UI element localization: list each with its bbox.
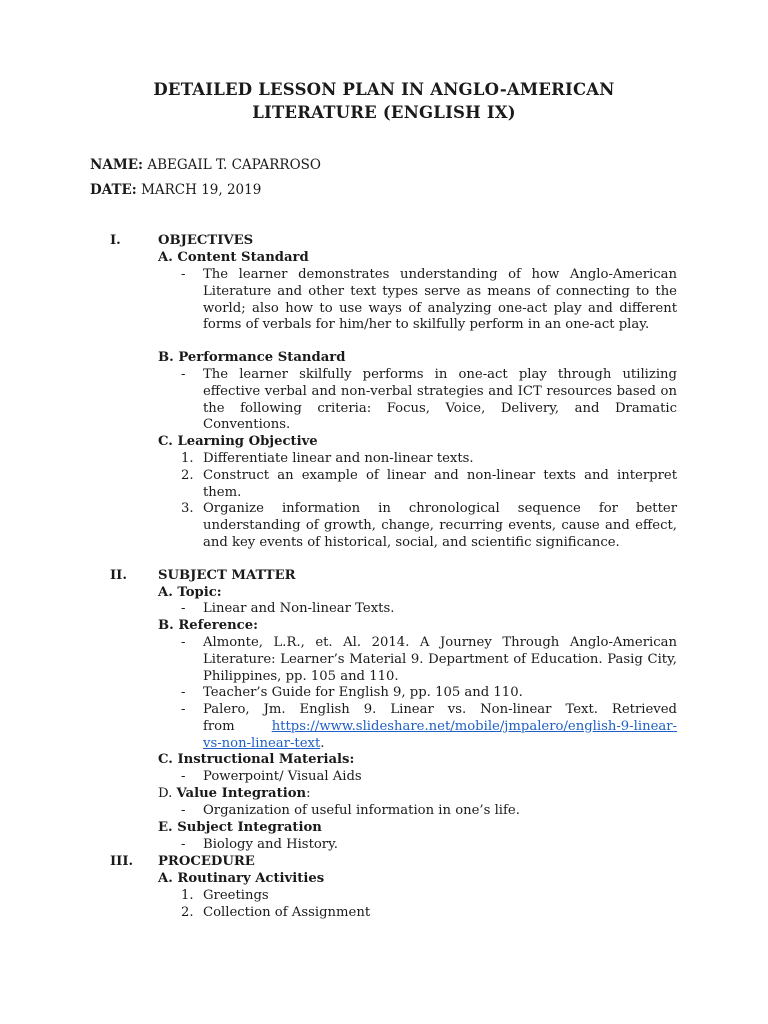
objectives-heading: OBJECTIVES: [158, 233, 254, 248]
name-row: [90, 157, 321, 173]
subject-integration-item: Biology and History.: [203, 837, 338, 852]
list-number: 1.: [181, 888, 194, 903]
name-value: ABEGAIL T. CAPARROSO: [147, 157, 321, 173]
reference-item-1: Almonte, L.R., et. Al. 2014. A Journey Through Anglo-American Literature: Learner’s Material 9. Department of Education. Pasig City, Philippines, pp. 105 and 110.: [203, 635, 677, 684]
section-numeral-ii: II.: [110, 568, 127, 583]
value-integration-label: Value Integration: [176, 786, 307, 801]
content-standard-text: The learner demonstrates understanding of how Anglo-American Literature and other text types serve as means of connecting to the world; also how to use ways of analyzing one-act play and different forms of verbals for him/her to skilfully perform in an one-act play.: [203, 267, 677, 333]
date-row: [90, 182, 261, 198]
reference-item-2: Teacher’s Guide for English 9, pp. 105 and 110.: [203, 685, 523, 700]
value-integration-letter: D.: [158, 786, 173, 801]
bullet-dash: -: [181, 601, 186, 616]
reference-item-3: [203, 702, 677, 752]
bullet-dash: -: [181, 803, 186, 818]
bullet-dash: -: [181, 837, 186, 852]
routinary-item-1: Greetings: [203, 888, 269, 903]
routinary-activities-label: A. Routinary Activities: [158, 871, 325, 886]
document-title-line-2: LITERATURE (ENGLISH IX): [252, 103, 516, 122]
procedure-heading: PROCEDURE: [158, 854, 255, 869]
topic-label: A. Topic:: [158, 585, 222, 600]
list-number: 2.: [181, 468, 194, 483]
topic-item: Linear and Non-linear Texts.: [203, 601, 395, 616]
section-numeral-iii: III.: [110, 854, 134, 869]
reference-item-3-text: Palero, Jm. English 9. Linear vs. Non-linear Text. Retrieved from: [203, 702, 677, 734]
learning-objective-label: C. Learning Objective: [158, 434, 318, 449]
performance-standard-label: B. Performance Standard: [158, 350, 346, 365]
name-label: NAME:: [90, 157, 144, 173]
learning-objective-item-3: Organize information in chronological sequence for better understanding of growth, change, recurring events, cause and effect, and key events of historical, social, and scientific significance.: [203, 501, 677, 550]
instructional-materials-label: C. Instructional Materials:: [158, 752, 355, 767]
bullet-dash: -: [181, 769, 186, 784]
value-integration-row: [158, 786, 311, 801]
bullet-dash: -: [181, 685, 186, 700]
bullet-dash: -: [181, 702, 186, 717]
reference-item-3-end: .: [320, 735, 325, 751]
date-label: DATE:: [90, 182, 137, 198]
value-integration-colon: :: [306, 786, 311, 801]
list-number: 3.: [181, 501, 194, 516]
subject-integration-label: E. Subject Integration: [158, 820, 322, 835]
list-number: 2.: [181, 905, 194, 920]
reference-label: B. Reference:: [158, 618, 258, 633]
routinary-item-2: Collection of Assignment: [203, 905, 371, 920]
learning-objective-item-2: Construct an example of linear and non-linear texts and interpret them.: [203, 468, 677, 500]
value-integration-item: Organization of useful information in one’s life.: [203, 803, 520, 818]
subject-matter-heading: SUBJECT MATTER: [158, 568, 296, 583]
bullet-dash: -: [181, 367, 186, 382]
performance-standard-text: The learner skilfully performs in one-act play through utilizing effective verbal and non-verbal strategies and ICT resources based on the following criteria: Focus, Voice, Delivery, and Dramatic Conventions.: [203, 367, 677, 433]
learning-objective-item-1: Differentiate linear and non-linear texts.: [203, 451, 474, 466]
section-numeral-i: I.: [110, 233, 121, 248]
date-value: MARCH 19, 2019: [141, 182, 262, 198]
instructional-materials-item: Powerpoint/ Visual Aids: [203, 769, 362, 784]
bullet-dash: -: [181, 267, 186, 282]
reference-link[interactable]: https://www.slideshare.net/mobile/jmpalero/english-9-linear-vs-non-linear-text: [203, 718, 677, 751]
content-standard-label: A. Content Standard: [158, 250, 309, 265]
list-number: 1.: [181, 451, 194, 466]
document-title-line-1: DETAILED LESSON PLAN IN ANGLO-AMERICAN: [153, 80, 615, 99]
bullet-dash: -: [181, 635, 186, 650]
